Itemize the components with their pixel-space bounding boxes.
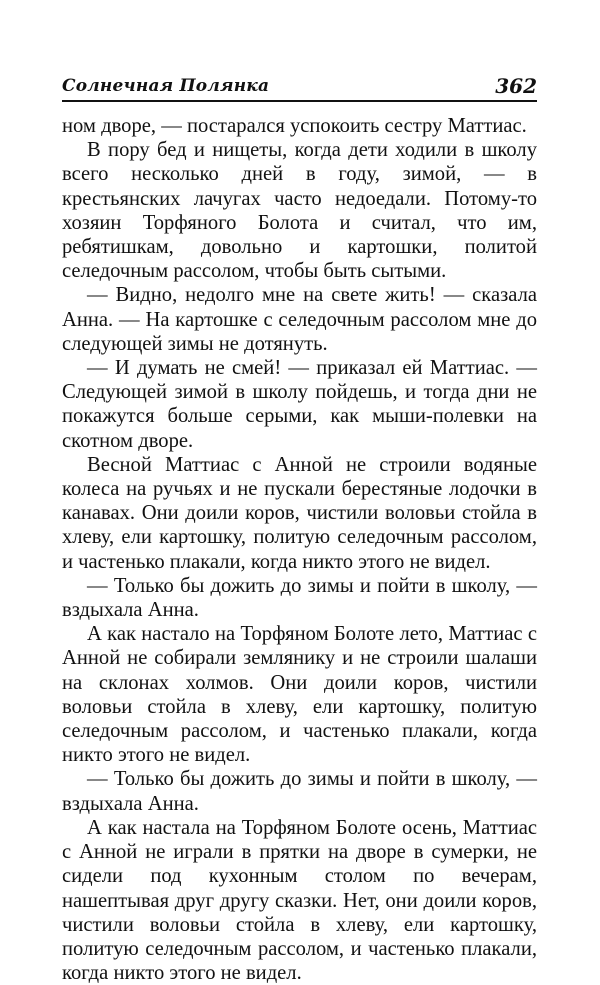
paragraph: — И думать не смей! — приказал ей Маттиас. — Следующей зимой в школу пойдешь, и тогда дни не покажутся больше серыми, как мыши-полевки на скотном дворе. (62, 357, 537, 452)
page-number: 362 (495, 74, 537, 98)
paragraph: В пору бед и нищеты, когда дети ходили в школу всего несколько дней в году, зимой, — в крестьянских лачугах часто недоедали. Потому-то хозяин Торфяного Болота и считал, что им, ребятишкам, довольно и картошки, политой селедочным рассолом, чтобы быть сытыми. (62, 139, 537, 283)
paragraph: — Видно, недолго мне на свете жить! — сказала Анна. — На картошке с селедочным рассолом мне до следующей зимы не дотянуть. (62, 284, 537, 355)
paragraph: — Только бы дожить до зимы и пойти в школу, — вздыхала Анна. (62, 768, 537, 815)
paragraph: ном дворе, — постарался успокоить сестру Маттиас. (62, 115, 527, 137)
paragraph: А как настала на Торфяном Болоте осень, Маттиас с Анной не играли в прятки на дворе в сумерки, не сидели под кухонным столом по вечерам, нашептывая друг другу сказки. Нет, они доили коров, чистили воловьи стойла в хлеву, ели картошку, политую селедочным рассолом, и частенько плакали, когда никто этого не видел. (62, 816, 537, 985)
paragraph: — Только бы дожить до зимы и пойти в школу, — вздыхала Анна. (62, 574, 537, 622)
paragraph: Весной Маттиас с Анной не строили водяные колеса на ручьях и не пускали берестяные лодочки в канавах. Они доили коров, чистили воловьи стойла в хлеву, ели картошку, политую селедочным рассолом, и частенько плакали, когда никто этого не видел. (62, 453, 537, 573)
header-rule (62, 100, 537, 102)
running-title: Солнечная Полянка (62, 76, 270, 96)
body-text (62, 114, 537, 985)
page-header (62, 70, 537, 102)
paragraph: А как настало на Торфяном Болоте лето, Маттиас с Анной не собирали землянику и не строили шалаши на склонах холмов. Они доили коров, чистили воловьи стойла в хлеву, ели картошку, политую селедочным рассолом, и частенько плакали, когда никто этого не видел. (62, 623, 537, 767)
